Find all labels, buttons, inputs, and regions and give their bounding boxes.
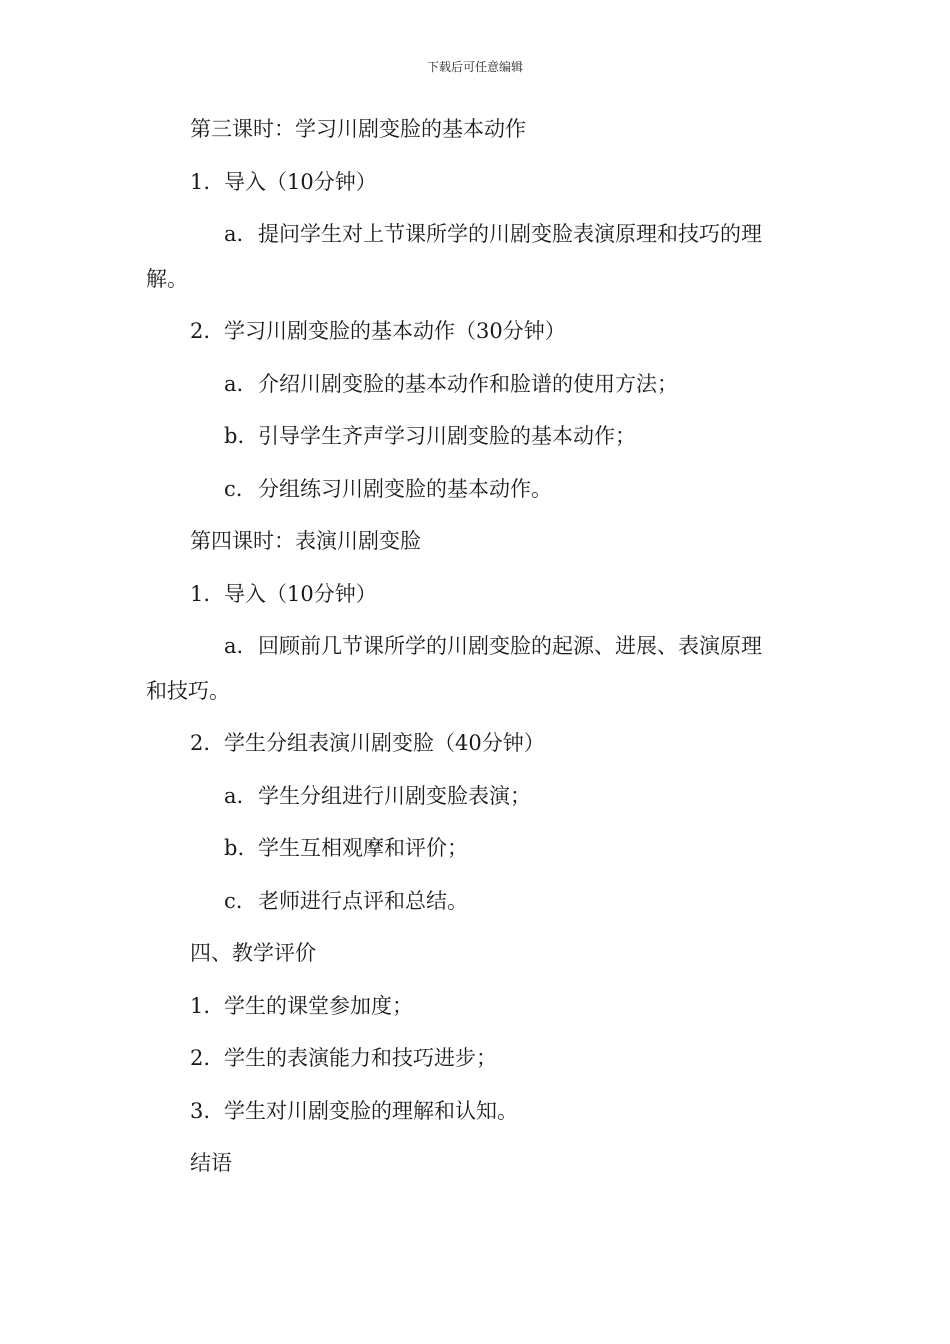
numbered-item (190, 170, 377, 194)
section-heading-conclusion: 结语 (190, 1151, 232, 1175)
item-letter: a. (224, 222, 244, 246)
sub-item (224, 889, 468, 913)
lesson-heading-3: 第三课时：学习川剧变脸的基本动作 (190, 117, 526, 141)
item-letter: a. (224, 372, 244, 396)
item-letter: a. (224, 784, 244, 808)
item-text: 提问学生对上节课所学的川剧变脸表演原理和技巧的理 (258, 222, 762, 246)
sub-item (224, 634, 762, 658)
item-text: 学生的表演能力和技巧进步； (224, 1046, 497, 1070)
item-letter: a. (224, 634, 244, 658)
item-text: 分组练习川剧变脸的基本动作。 (258, 477, 552, 501)
numbered-item (190, 994, 413, 1018)
item-text: 学生分组进行川剧变脸表演； (258, 784, 531, 808)
item-number: 3. (190, 1099, 211, 1123)
item-number: 2. (190, 731, 211, 755)
lesson-heading-4: 第四课时：表演川剧变脸 (190, 529, 421, 553)
item-text: 学生对川剧变脸的理解和认知。 (224, 1099, 518, 1123)
numbered-item (190, 582, 377, 606)
sub-item (224, 424, 636, 448)
item-text: 回顾前几节课所学的川剧变脸的起源、进展、表演原理 (258, 634, 762, 658)
section-heading-evaluation: 四、教学评价 (190, 941, 316, 965)
continuation-text: 和技巧。 (146, 679, 230, 703)
sub-item (224, 372, 678, 396)
item-text: 学习川剧变脸的基本动作（30分钟） (224, 319, 566, 343)
item-number: 1. (190, 994, 211, 1018)
item-text: 导入（10分钟） (224, 170, 377, 194)
item-letter: c. (224, 477, 243, 501)
item-letter: b. (224, 424, 245, 448)
continuation-text: 解。 (146, 267, 188, 291)
sub-item (224, 222, 762, 246)
item-letter: c. (224, 889, 243, 913)
sub-item (224, 784, 531, 808)
sub-item (224, 477, 552, 501)
item-text: 学生分组表演川剧变脸（40分钟） (224, 731, 545, 755)
numbered-item (190, 319, 566, 343)
item-text: 老师进行点评和总结。 (258, 889, 468, 913)
numbered-item (190, 731, 545, 755)
numbered-item (190, 1099, 518, 1123)
item-text: 介绍川剧变脸的基本动作和脸谱的使用方法； (258, 372, 678, 396)
item-number: 1. (190, 582, 211, 606)
page-header-note: 下载后可任意编辑 (426, 60, 523, 74)
item-letter: b. (224, 836, 245, 860)
numbered-item (190, 1046, 497, 1070)
item-text: 学生的课堂参加度； (224, 994, 413, 1018)
item-text: 导入（10分钟） (224, 582, 377, 606)
item-number: 2. (190, 1046, 211, 1070)
item-number: 1. (190, 170, 211, 194)
item-text: 引导学生齐声学习川剧变脸的基本动作； (258, 424, 636, 448)
item-number: 2. (190, 319, 211, 343)
item-text: 学生互相观摩和评价； (258, 836, 468, 860)
sub-item (224, 836, 468, 860)
